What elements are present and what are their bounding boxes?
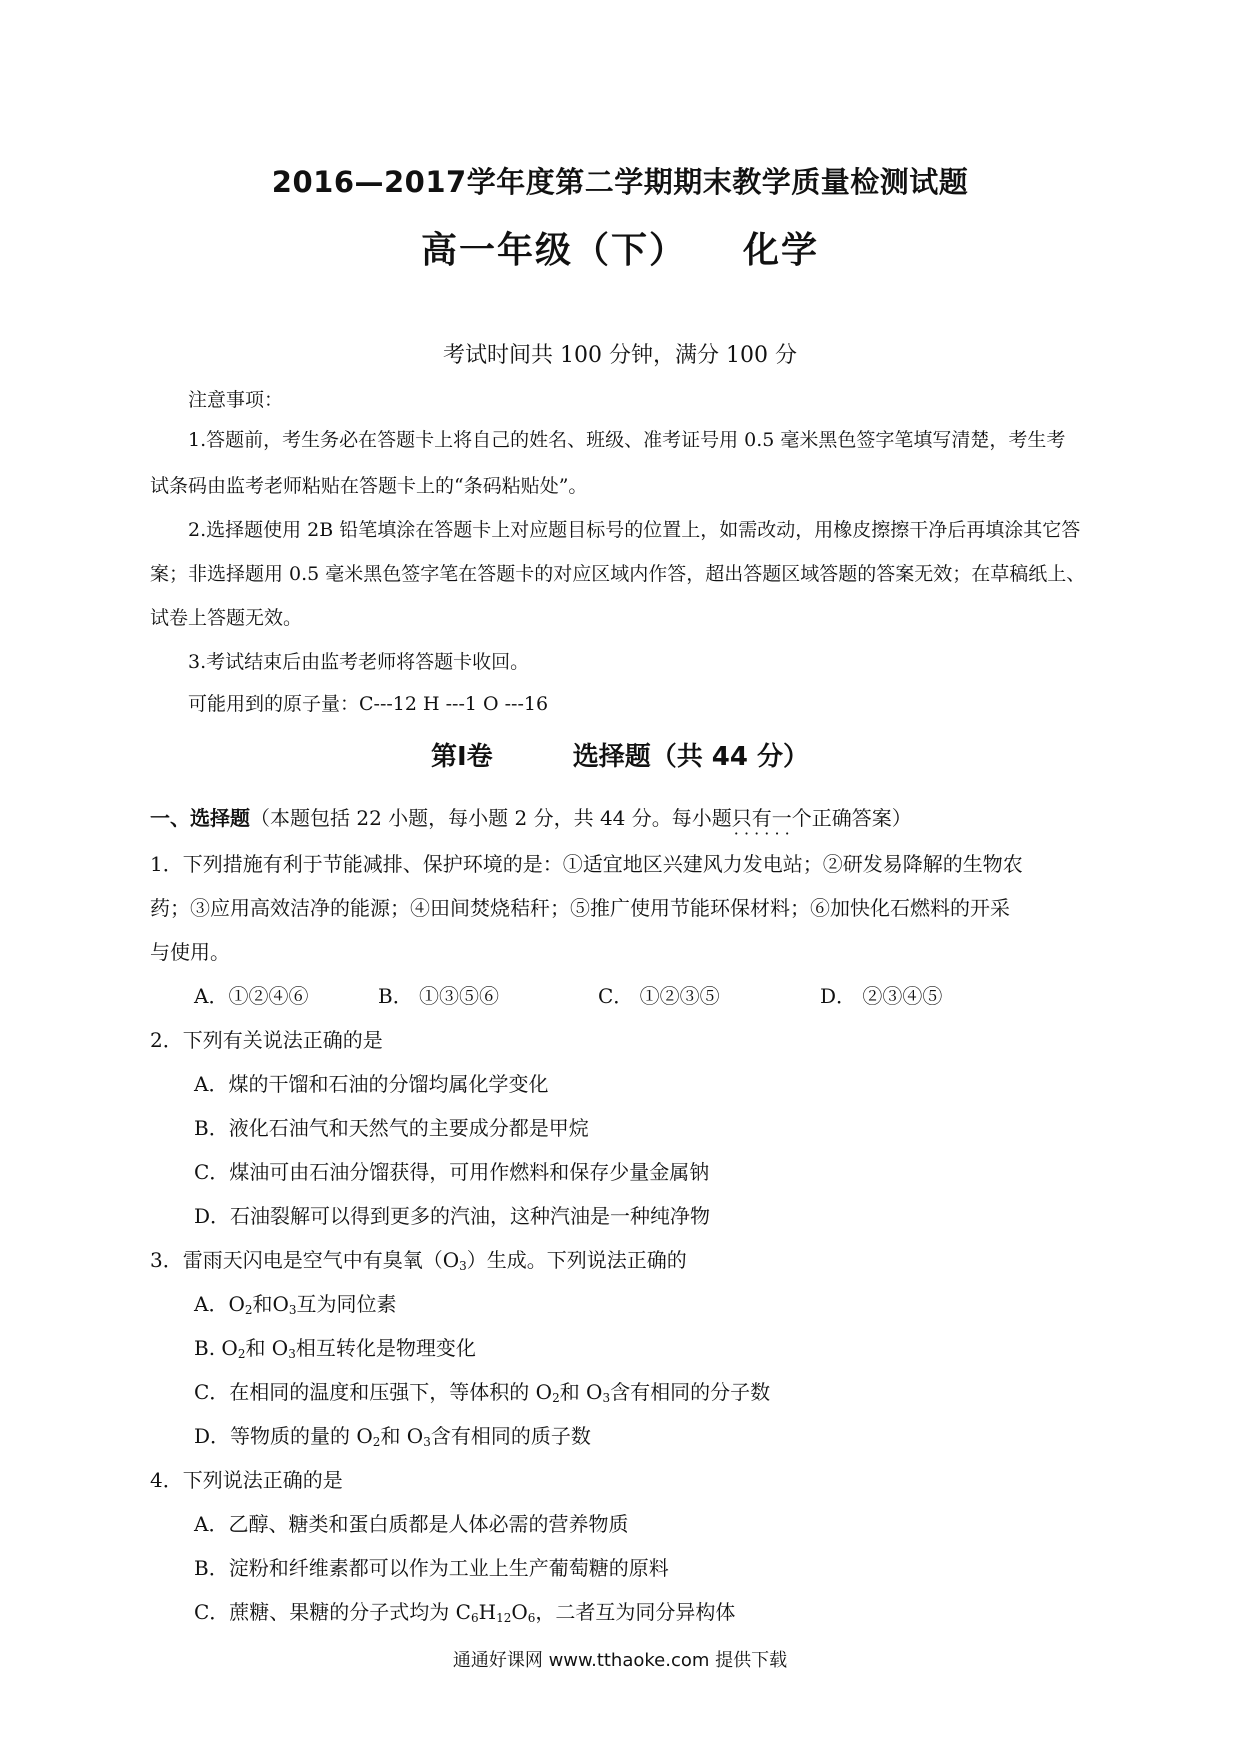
q2-option-a: A．煤的干馏和石油的分馏均属化学变化 [194, 1072, 549, 1096]
atomic-mass: 可能用到的原子量：C---12 H ---1 O ---16 [188, 693, 549, 715]
q1-stem-line-1: 1．下列措施有利于节能减排、保护环境的是：①适宜地区兴建风力发电站；②研发易降解的生物农 [150, 852, 1023, 876]
note-1-line-2: 试条码由监考老师粘贴在答题卡上的“条码粘贴处”。 [150, 475, 588, 497]
part-desc-b: 答案） [851, 806, 912, 830]
notes-heading: 注意事项： [188, 389, 284, 411]
q3-option-b: B. $O_2$和 $O_3$相互转化是物理变化 [194, 1336, 476, 1361]
q1-option-d: D． ②③④⑤ [820, 984, 943, 1008]
part-desc-emphasis: 只有一个正确 · · · [732, 806, 852, 830]
q1-stem-line-2: 药；③应用高效洁净的能源；④田间焚烧秸秆；⑤推广使用节能环保材料；⑥加快化石燃料的开采 [150, 896, 1010, 920]
q2-option-b: B．液化石油气和天然气的主要成分都是甲烷 [194, 1116, 589, 1140]
q2-stem: 2．下列有关说法正确的是 [150, 1028, 383, 1052]
exam-subtitle [0, 222, 1240, 273]
note-2-line-1: 2.选择题使用 2B 铅笔填涂在答题卡上对应题目标号的位置上，如需改动，用橡皮擦擦干净后再填涂其它答 [188, 519, 1081, 541]
exam-title: 2016—2017学年度第二学期期末教学质量检测试题 [271, 165, 969, 199]
section-title [0, 736, 1240, 773]
q3-stem: 3．雷雨天闪电是空气中有臭氧$(O_3)$生成。下列说法正确的 [150, 1248, 687, 1273]
note-3: 3.考试结束后由监考老师将答题卡收回。 [188, 651, 530, 673]
q1-option-b: B． ①③⑤⑥ [378, 984, 500, 1008]
q4-stem: 4．下列说法正确的是 [150, 1468, 343, 1492]
q4-option-c: C．蔗糖、果糖的分子式均为 $C_6H_{12}O_6$，二者互为同分异构体 [194, 1600, 736, 1625]
q3-option-a: A．$O_2$和$O_3$互为同位素 [194, 1292, 397, 1317]
page-footer: 通通好课网 www.tthaoke.com 提供下载 [452, 1650, 788, 1671]
q3-option-d: D．等物质的量的 $O_2$和 $O_3$含有相同的质子数 [194, 1424, 591, 1449]
note-1-line-1: 1.答题前，考生务必在答题卡上将自己的姓名、班级、准考证号用 0.5 毫米黑色签字笔填写清楚，考生考 [188, 429, 1066, 451]
section-name: 选择题（共 44 分） [572, 742, 809, 772]
q1-option-a: A．①②④⑥ [194, 984, 309, 1008]
grade-label: 高一年级（下） [420, 230, 687, 271]
section-volume: 第Ⅰ卷 [431, 742, 493, 772]
part-desc-a: （本题包括 22 小题，每小题 2 分，共 44 分。每小题 [250, 806, 732, 830]
q4-option-a: A．乙醇、糖类和蛋白质都是人体必需的营养物质 [194, 1512, 629, 1536]
q1-option-c: C． ①②③⑤ [598, 984, 720, 1008]
note-2-line-2: 案；非选择题用 0.5 毫米黑色签字笔在答题卡的对应区域内作答，超出答题区域答题的答案无效；在草稿纸上、 [150, 563, 1086, 585]
q1-stem-line-3: 与使用。 [150, 940, 230, 964]
exam-info: 考试时间共 100 分钟，满分 100 分 [443, 343, 797, 368]
q2-option-d: D．石油裂解可以得到更多的汽油，这种汽油是一种纯净物 [194, 1204, 711, 1228]
part-heading [150, 806, 912, 830]
q3-option-c: C．在相同的温度和压强下，等体积的 $O_2$和 $O_3$含有相同的分子数 [194, 1380, 771, 1405]
note-2-line-3: 试卷上答题无效。 [150, 607, 303, 629]
q2-option-c: C．煤油可由石油分馏获得，可用作燃料和保存少量金属钠 [194, 1160, 710, 1184]
q4-option-b: B．淀粉和纤维素都可以作为工业上生产葡萄糖的原料 [194, 1556, 669, 1580]
part-label: 一、选择题 [150, 806, 250, 830]
subject-label: 化学 [743, 230, 820, 271]
